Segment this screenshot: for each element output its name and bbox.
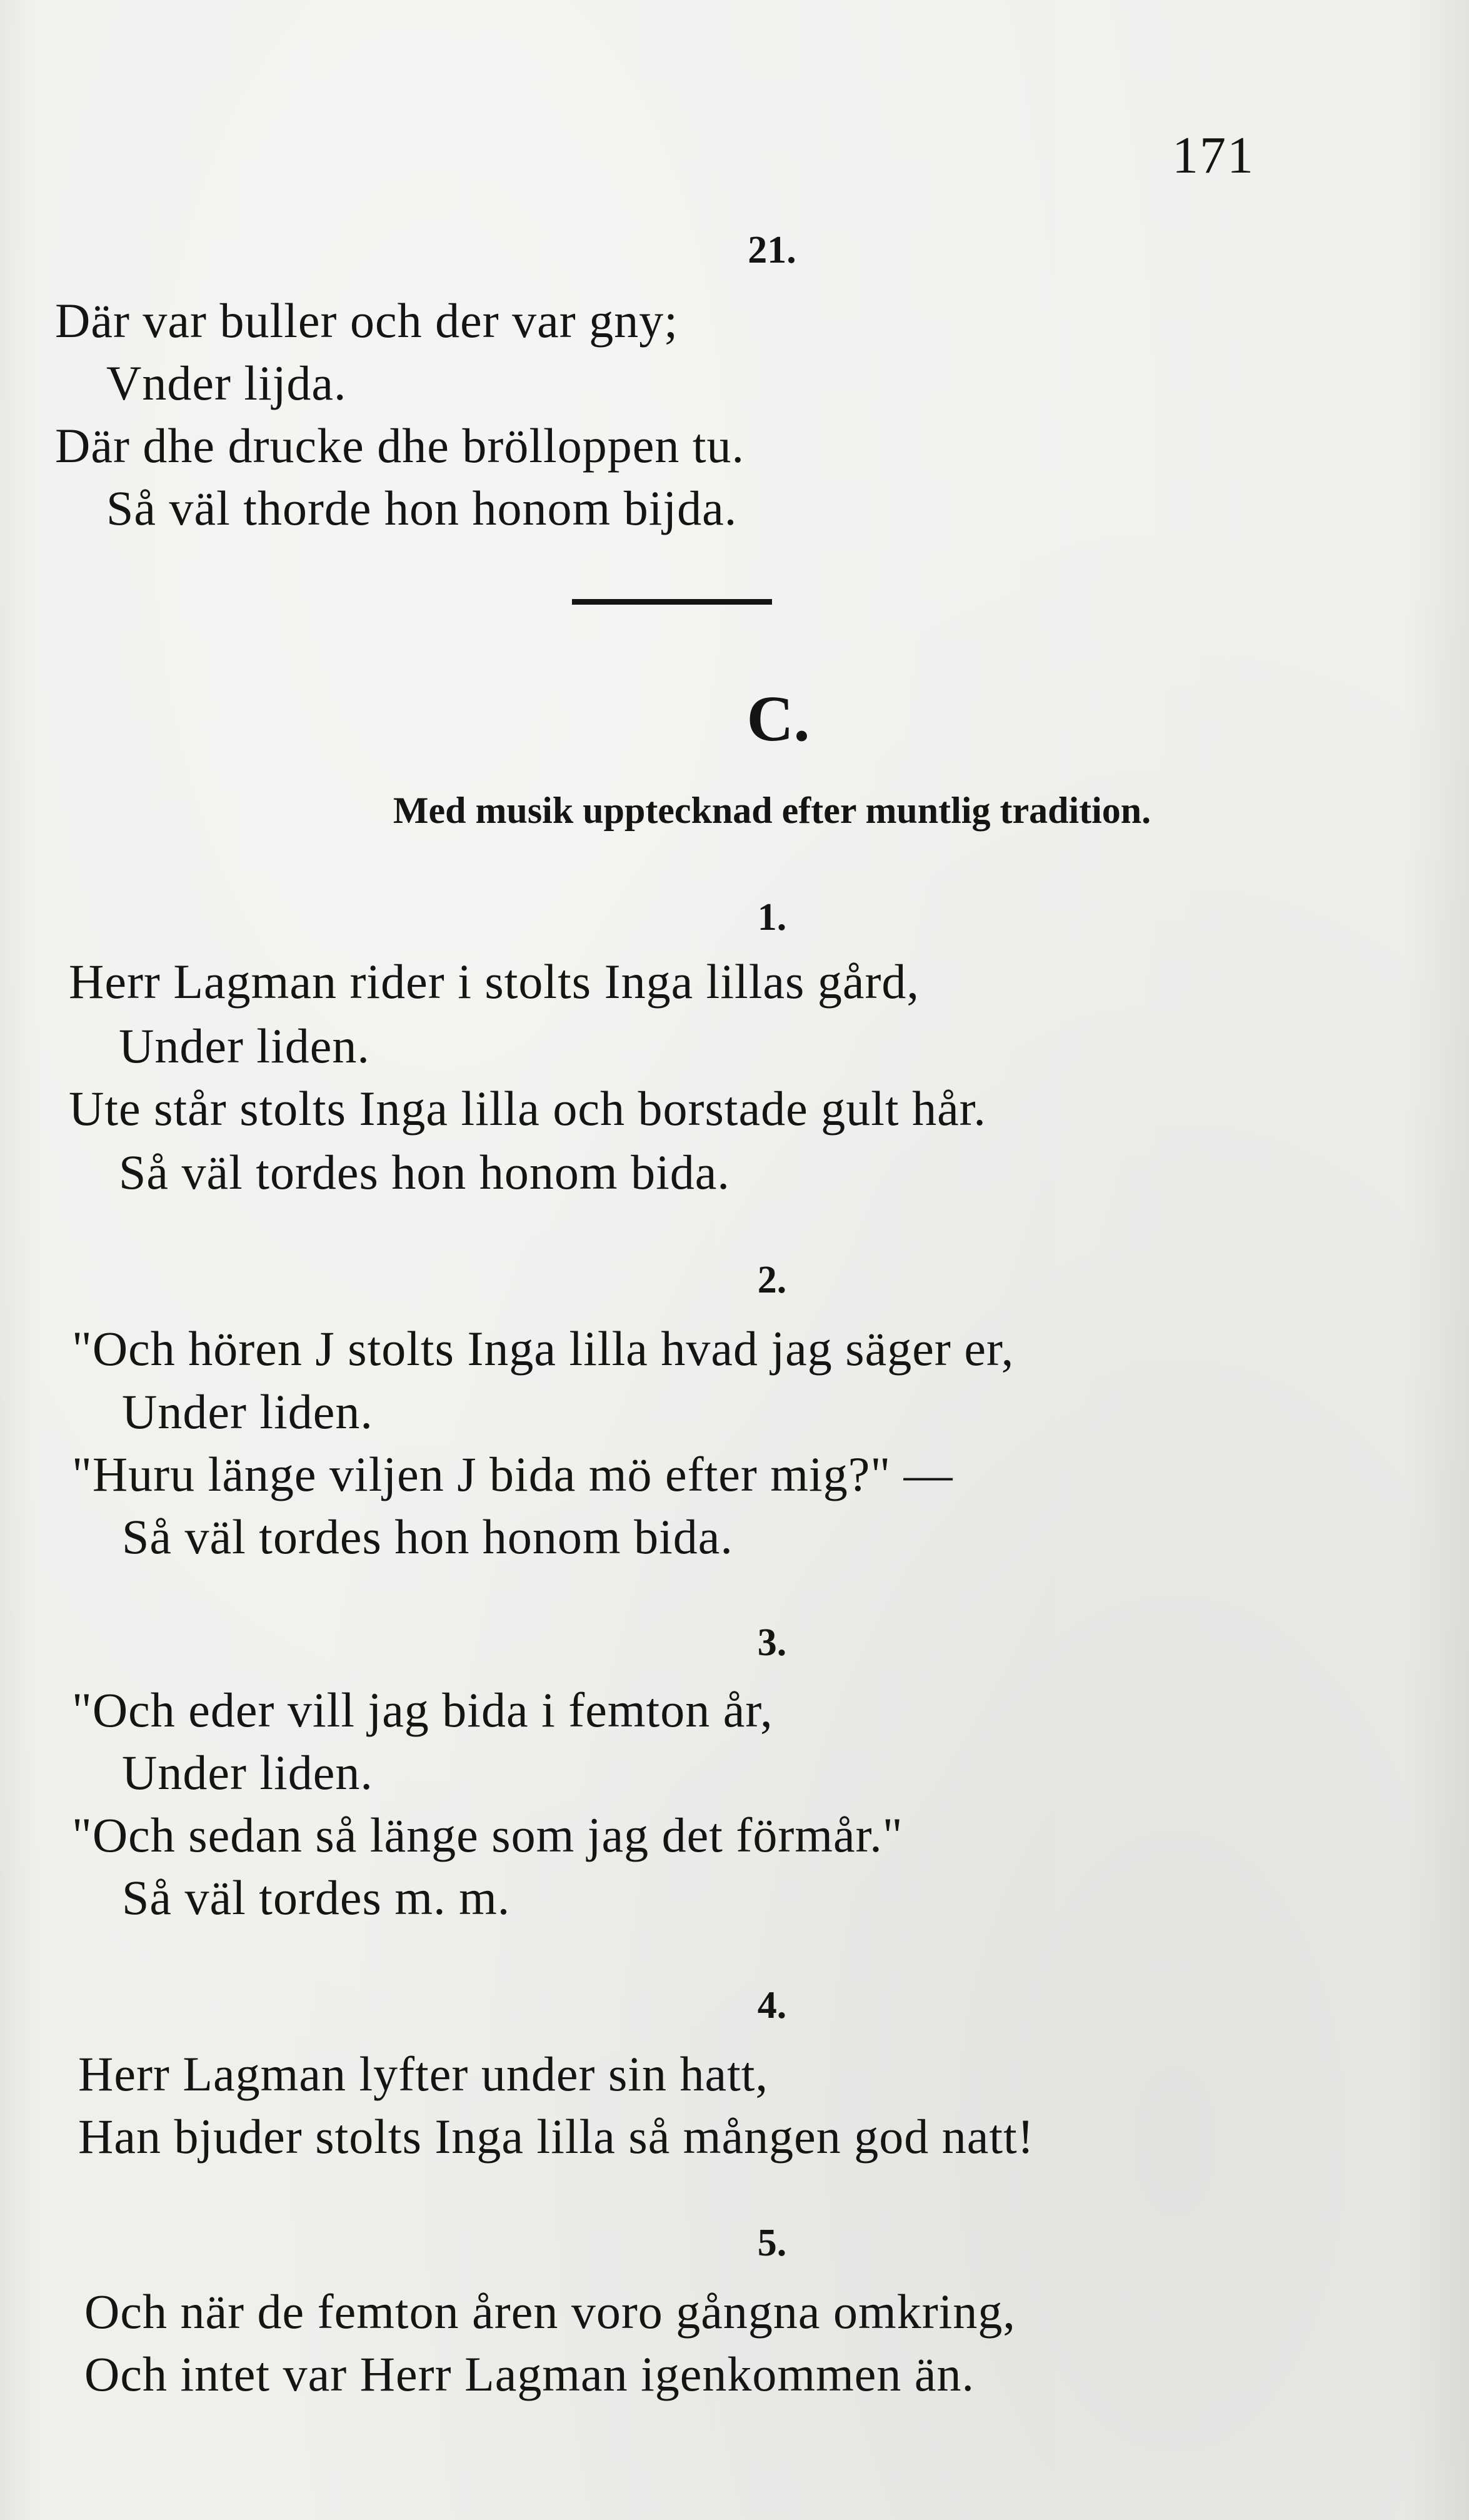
verse-line: Herr Lagman rider i stolts Inga lillas gård, xyxy=(69,954,920,1009)
verse-line: "Och sedan så länge som jag det förmår." xyxy=(72,1808,903,1862)
refrain-line: Under liden. xyxy=(122,1745,373,1800)
verse-line: Herr Lagman lyfter under sin hatt, xyxy=(78,2047,768,2101)
refrain-line: Så väl tordes m. m. xyxy=(122,1870,511,1925)
stanza-number: 5. xyxy=(757,2222,787,2264)
refrain-line: Så väl tordes hon honom bida. xyxy=(122,1509,733,1564)
verse-line: Och när de femton åren voro gångna omkring, xyxy=(84,2284,1016,2339)
verse-line: Där dhe drucke dhe brölloppen tu. xyxy=(55,418,745,473)
stanza-number: 1. xyxy=(757,896,787,939)
verse-line: Och intet var Herr Lagman igenkommen än. xyxy=(84,2347,975,2401)
section-title: C. xyxy=(746,683,810,755)
refrain-line: Vnder lijda. xyxy=(106,356,347,410)
refrain-line: Under liden. xyxy=(122,1384,373,1439)
refrain-line: Under liden. xyxy=(119,1019,370,1073)
verse-line: "Och eder vill jag bida i femton år, xyxy=(72,1683,773,1737)
stanza-number: 4. xyxy=(757,1984,787,2027)
verse-line: Han bjuder stolts Inga lilla så mången god natt! xyxy=(78,2109,1035,2164)
verse-line: "Huru länge viljen J bida mö efter mig?" — xyxy=(72,1447,953,1501)
section-divider xyxy=(572,599,772,605)
refrain-line: Så väl tordes hon honom bida. xyxy=(119,1145,730,1199)
verse-line: Där var buller och der var gny; xyxy=(55,293,678,348)
section-subtitle: Med musik upptecknad efter muntlig tradition. xyxy=(393,790,1151,831)
page-number: 171 xyxy=(1172,126,1255,184)
stanza-number: 3. xyxy=(757,1621,787,1664)
refrain-line: Så väl thorde hon honom bijda. xyxy=(106,481,738,535)
verse-line: "Och hören J stolts Inga lilla hvad jag säger er, xyxy=(72,1321,1015,1376)
stanza-number: 2. xyxy=(757,1259,787,1301)
verse-line: Ute står stolts Inga lilla och borstade gult hår. xyxy=(69,1081,986,1136)
stanza-number: 21. xyxy=(748,229,796,271)
